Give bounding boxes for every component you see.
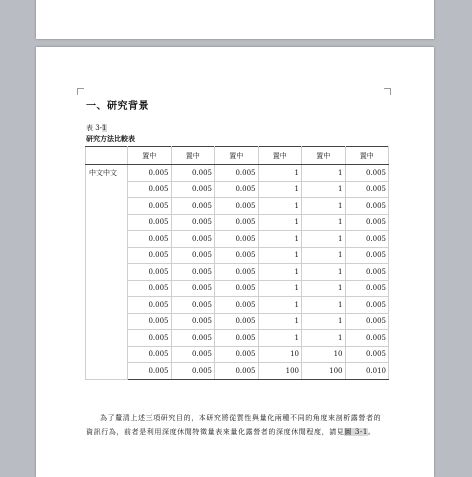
table-corner-cell[interactable] xyxy=(86,147,128,165)
table-cell[interactable]: 100 xyxy=(258,363,302,380)
table-cell[interactable]: 1 xyxy=(302,330,346,347)
table-header-cell[interactable]: 置中 xyxy=(302,147,346,165)
body-paragraph[interactable] xyxy=(86,411,388,439)
table-header-cell[interactable]: 置中 xyxy=(345,147,389,165)
table-row xyxy=(86,214,389,231)
table-cell[interactable]: 0.005 xyxy=(128,297,172,314)
table-cell[interactable]: 0.005 xyxy=(345,231,389,248)
table-cell[interactable]: 0.005 xyxy=(345,214,389,231)
previous-page xyxy=(36,0,434,39)
table-cell[interactable]: 1 xyxy=(258,198,302,215)
table-cell[interactable]: 0.005 xyxy=(128,280,172,297)
table-cell[interactable]: 0.005 xyxy=(215,264,259,281)
table-cell[interactable]: 0.005 xyxy=(215,280,259,297)
table-header-cell[interactable]: 置中 xyxy=(258,147,302,165)
row-label-cell[interactable]: 中文中文 xyxy=(86,165,128,380)
table-row xyxy=(86,330,389,347)
table-row xyxy=(86,231,389,248)
table-row xyxy=(86,297,389,314)
table-cell[interactable]: 1 xyxy=(258,214,302,231)
table-cell[interactable]: 0.005 xyxy=(128,247,172,264)
table-cell[interactable]: 0.005 xyxy=(171,330,215,347)
table-cell[interactable]: 0.005 xyxy=(171,264,215,281)
table-row xyxy=(86,313,389,330)
table-cell[interactable]: 0.005 xyxy=(128,264,172,281)
table-cell[interactable]: 1 xyxy=(302,280,346,297)
table-row xyxy=(86,198,389,215)
table-caption[interactable]: 研究方法比較表 xyxy=(86,134,135,143)
table-cell[interactable]: 0.005 xyxy=(345,280,389,297)
table-cell[interactable]: 0.005 xyxy=(128,346,172,363)
table-row xyxy=(86,264,389,281)
table-cell[interactable]: 0.005 xyxy=(215,165,259,182)
table-header-cell[interactable]: 置中 xyxy=(215,147,259,165)
table-cell[interactable]: 0.005 xyxy=(128,214,172,231)
table-cell[interactable]: 0.005 xyxy=(171,297,215,314)
table-cell[interactable]: 0.005 xyxy=(171,181,215,198)
table-cell[interactable]: 0.005 xyxy=(171,280,215,297)
table-cell[interactable]: 0.005 xyxy=(215,214,259,231)
table-cell[interactable]: 0.005 xyxy=(215,363,259,380)
table-row xyxy=(86,181,389,198)
table-number-field[interactable]: 1 xyxy=(102,124,107,132)
table-cell[interactable]: 10 xyxy=(302,346,346,363)
table-cell[interactable]: 10 xyxy=(258,346,302,363)
table-cell[interactable]: 1 xyxy=(258,264,302,281)
table-cell[interactable]: 0.005 xyxy=(345,198,389,215)
table-cell[interactable]: 0.005 xyxy=(171,313,215,330)
table-cell[interactable]: 1 xyxy=(302,297,346,314)
table-row xyxy=(86,280,389,297)
table-cell[interactable]: 0.005 xyxy=(215,330,259,347)
table-cell[interactable]: 1 xyxy=(258,231,302,248)
table-cell[interactable]: 0.005 xyxy=(128,330,172,347)
table-cell[interactable]: 0.005 xyxy=(215,297,259,314)
table-cell[interactable]: 0.005 xyxy=(345,165,389,182)
table-cell[interactable]: 1 xyxy=(258,181,302,198)
table-cell[interactable]: 1 xyxy=(302,198,346,215)
table-cell[interactable]: 0.005 xyxy=(345,297,389,314)
table-cell[interactable]: 1 xyxy=(258,280,302,297)
table-cell[interactable]: 0.005 xyxy=(171,231,215,248)
table-cell[interactable]: 0.005 xyxy=(171,214,215,231)
table-cell[interactable]: 0.005 xyxy=(171,247,215,264)
table-cell[interactable]: 1 xyxy=(302,231,346,248)
table-row xyxy=(86,165,389,182)
table-cell[interactable]: 0.005 xyxy=(128,313,172,330)
table-cell[interactable]: 0.005 xyxy=(171,165,215,182)
table-cell[interactable]: 0.005 xyxy=(345,330,389,347)
table-cell[interactable]: 1 xyxy=(258,165,302,182)
table-cell[interactable]: 0.005 xyxy=(215,346,259,363)
section-heading[interactable]: 一、研究背景 xyxy=(86,101,149,112)
table-cell[interactable]: 0.005 xyxy=(128,363,172,380)
table-cell[interactable]: 0.005 xyxy=(215,198,259,215)
margin-corner-mark xyxy=(384,88,391,95)
table-row xyxy=(86,363,389,380)
table-body xyxy=(86,165,389,380)
table-cell[interactable]: 0.005 xyxy=(345,313,389,330)
table-number-prefix: 表 3- xyxy=(86,124,103,132)
table-cell[interactable]: 1 xyxy=(258,247,302,264)
table-header-row xyxy=(86,147,389,165)
table-cell[interactable]: 1 xyxy=(302,214,346,231)
table-cell[interactable]: 0.005 xyxy=(171,198,215,215)
table-cell[interactable]: 1 xyxy=(302,313,346,330)
figure-reference-field[interactable]: 圖 3-1 xyxy=(344,428,368,436)
document-page xyxy=(36,47,434,477)
table-cell[interactable]: 1 xyxy=(302,247,346,264)
paragraph-text: 為了釐清上述三項研究目的，本研究將從質性與量化兩種不同的角度來剖析露營者的資訊行為，前者是利用深度休閒特徵量表來量化露營者的深度休閒程度，請見 xyxy=(86,414,382,436)
table-cell[interactable]: 1 xyxy=(258,313,302,330)
table-cell[interactable]: 0.010 xyxy=(345,363,389,380)
table-cell[interactable]: 1 xyxy=(302,264,346,281)
table-cell[interactable]: 1 xyxy=(258,330,302,347)
table-cell[interactable]: 0.005 xyxy=(345,346,389,363)
table-cell[interactable]: 0.005 xyxy=(215,313,259,330)
table-cell[interactable]: 0.005 xyxy=(215,247,259,264)
comparison-table[interactable] xyxy=(85,146,389,380)
paragraph-end: 。 xyxy=(367,428,376,436)
table-cell[interactable]: 0.005 xyxy=(215,181,259,198)
table-cell[interactable]: 0.005 xyxy=(128,181,172,198)
table-row xyxy=(86,247,389,264)
table-header-cell[interactable]: 置中 xyxy=(171,147,215,165)
table-header-cell[interactable]: 置中 xyxy=(128,147,172,165)
table-cell[interactable]: 0.005 xyxy=(345,181,389,198)
table-cell[interactable]: 0.005 xyxy=(171,363,215,380)
table-cell[interactable]: 0.005 xyxy=(171,346,215,363)
table-cell[interactable]: 0.005 xyxy=(215,231,259,248)
table-cell[interactable]: 0.005 xyxy=(128,165,172,182)
margin-corner-mark xyxy=(77,88,84,95)
table-cell[interactable]: 0.005 xyxy=(128,198,172,215)
table-number[interactable] xyxy=(86,123,107,133)
table-row xyxy=(86,346,389,363)
table-cell[interactable]: 100 xyxy=(302,363,346,380)
table-cell[interactable]: 0.005 xyxy=(345,247,389,264)
table-cell[interactable]: 0.005 xyxy=(345,264,389,281)
table-cell[interactable]: 1 xyxy=(258,297,302,314)
table-cell[interactable]: 1 xyxy=(302,165,346,182)
table-cell[interactable]: 1 xyxy=(302,181,346,198)
table-cell[interactable]: 0.005 xyxy=(128,231,172,248)
